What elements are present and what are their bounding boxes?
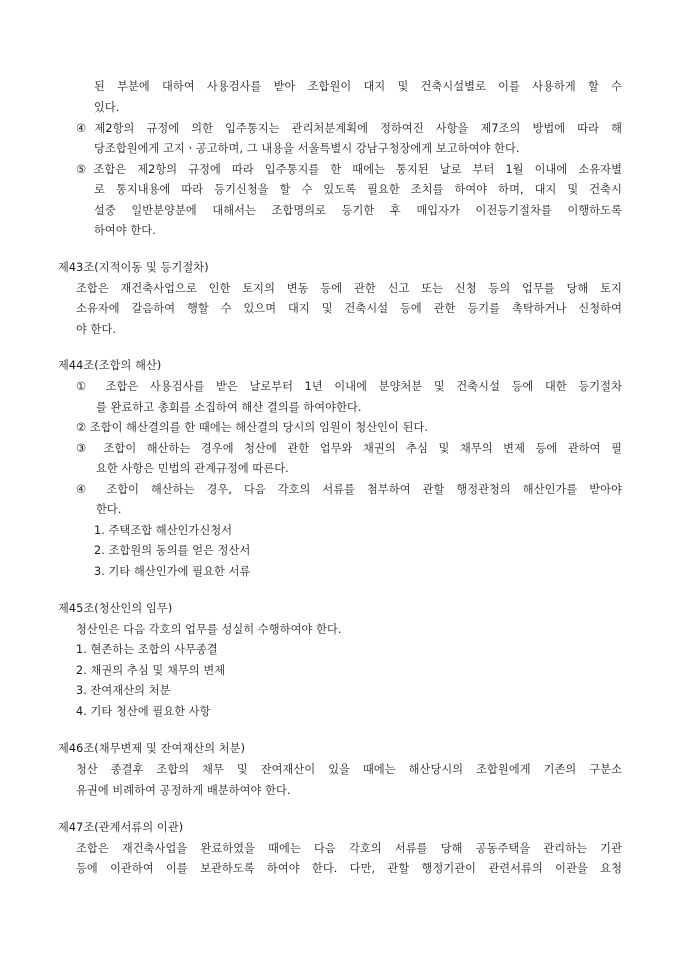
- paragraph-5-line: 로 통지내용에 따라 등기신청을 할 수 있도록 필요한 조치를 하여야 하며, 대지 및 건축시: [94, 183, 622, 196]
- paragraph-4-line: ④제2항의 규정에 의한 입주통지는 관리처분계획에 정하여진 사항을 제7조의 방법에 따라 해: [76, 122, 622, 135]
- paragraph-5-line: 하여야 한다.: [94, 224, 156, 237]
- article-46-title: 제46조(채무변제 및 잔여재산의 처분): [58, 742, 246, 755]
- paragraph-5-line: ⑤조합은 제2항의 규정에 따라 입주통지를 한 때에는 통지된 날로 부터 1월 이내에 소유자별: [76, 163, 622, 176]
- article-43-body: 소유자에 갈음하여 행할 수 있으며 대지 및 건축시설 등에 관한 등기를 촉탁하거나 신청하여: [76, 302, 622, 315]
- article-44-title: 제44조(조합의 해산): [58, 359, 162, 372]
- article-45-subitem: 1. 현존하는 조합의 사무종결: [76, 643, 218, 656]
- article-44-item: ② 조합이 해산결의를 한 때에는 해산결의 당시의 임원이 청산인이 된다.: [76, 421, 429, 434]
- article-45-subitem: 4. 기타 청산에 필요한 사항: [76, 705, 211, 718]
- article-46-body: 청산 종결후 조합의 채무 및 잔여재산이 있을 때에는 해산당시의 조합원에게 기존의 구분소: [76, 763, 622, 776]
- article-43-body: 조합은 재건축사업으로 인한 토지의 변동 등에 관한 신고 또는 신청 등의 업무를 당해 토지: [76, 282, 622, 295]
- article-45-subitem: 2. 채권의 추심 및 채무의 변제: [76, 664, 226, 677]
- article-46-body: 유권에 비례하여 공정하게 배분하여야 한다.: [76, 784, 291, 797]
- continuation-line: 된 부분에 대하여 사용검사를 받아 조합원이 대지 및 건축시설별로 이를 사용하게 할 수: [94, 80, 622, 93]
- article-44-item: 요한 사항은 민법의 관계규정에 따른다.: [96, 462, 289, 475]
- article-45-title: 제45조(청산인의 임무): [58, 602, 173, 615]
- article-47-title: 제47조(관계서류의 이관): [58, 821, 184, 834]
- article-45-body: 청산인은 다음 각호의 업무를 성실히 수행하여야 한다.: [76, 623, 342, 636]
- article-43-title: 제43조(지적이동 및 등기절차): [58, 261, 209, 274]
- article-43-body: 야 한다.: [76, 323, 117, 336]
- paragraph-5-line: 설중 일반분양분에 대해서는 조합명의로 등기한 후 매입자가 이전등기절차를 이행하도록: [94, 204, 622, 217]
- article-44-subitem: 2. 조합원의 동의를 얻은 정산서: [94, 544, 251, 557]
- paragraph-4-line: 당조합원에게 고지ㆍ공고하며, 그 내용을 서울특별시 강남구청장에게 보고하여야 한다.: [94, 142, 520, 155]
- article-44-item: 를 완료하고 총회를 소집하여 해산 결의를 하여야한다.: [96, 401, 362, 414]
- article-47-body: 등에 이관하여 이를 보관하도록 하여야 한다. 다만, 관할 행정기관이 관련서류의 이관을 요청: [76, 862, 622, 875]
- article-44-subitem: 3. 기타 해산인가에 필요한 서류: [94, 565, 251, 578]
- article-44-subitem: 1. 주택조합 해산인가신청서: [94, 524, 233, 537]
- article-44-item: ③ 조합이 해산하는 경우에 청산에 관한 업무와 채권의 추심 및 채무의 변제 등에 관하여 필: [76, 442, 622, 455]
- continuation-line: 있다.: [94, 101, 120, 114]
- article-47-body: 조합은 재건축사업을 완료하였을 때에는 다음 각호의 서류를 당해 공동주택을 관리하는 기관: [76, 842, 622, 855]
- article-44-item: ④ 조합이 해산하는 경우, 다음 각호의 서류를 첨부하여 관할 행정관청의 해산인가를 받아야: [76, 483, 622, 496]
- article-44-item: ① 조합은 사용검사를 받은 날로부터 1년 이내에 분양처분 및 건축시설 등에 대한 등기절차: [76, 380, 622, 393]
- article-45-subitem: 3. 잔여재산의 처분: [76, 684, 171, 697]
- article-44-item: 한다.: [96, 503, 122, 516]
